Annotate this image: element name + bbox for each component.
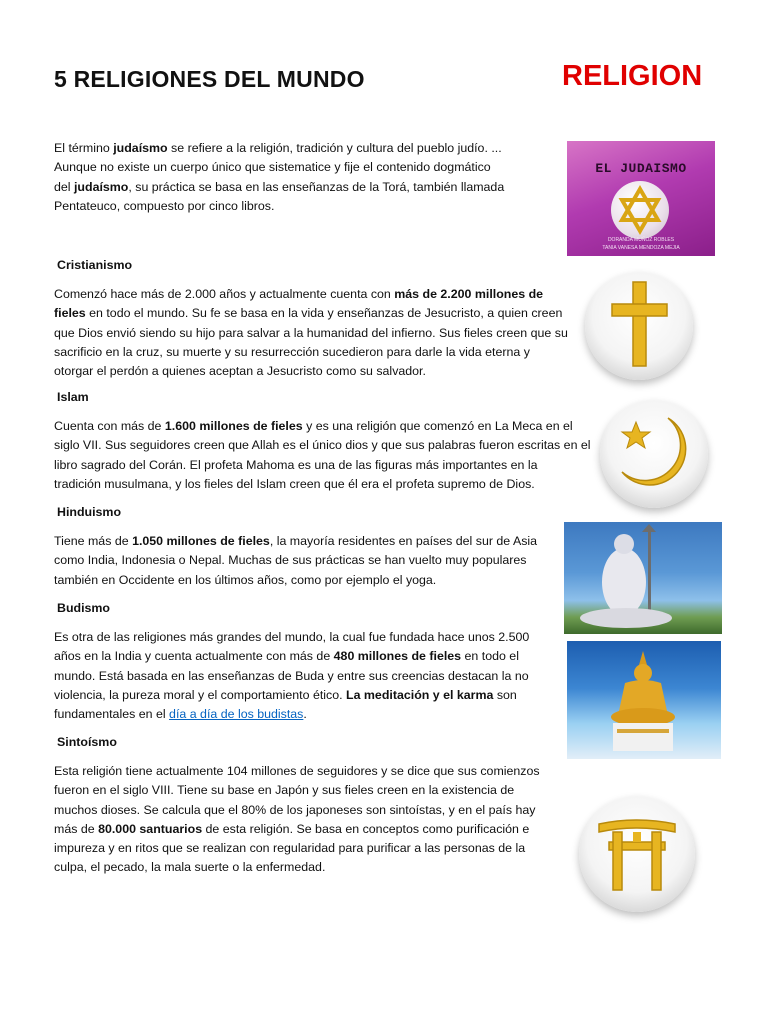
judaismo-image-caption-1: DORANDA MUÑOZ ROBLES [607,237,675,243]
shiva-statue-image [564,522,722,634]
cristianismo-heading: Cristianismo [57,258,133,272]
text-line: Es otra de las religiones más grandes del mundo, la cual fue fundada hace unos 2.500 [54,630,530,644]
judaismo-image-heading: EL JUDAISMO [595,161,687,176]
star-of-david-icon [611,181,669,239]
text-line: Aunque no existe un cuerpo único que sistematice y fije el contenido dogmático [54,160,491,175]
torii-gate-icon [579,796,695,912]
text-line: impureza y en ritos que se realizan con regularidad para purificar a las personas de la [54,841,526,856]
text-line: Tiene más de 1.050 millones de fieles, la mayoría residentes en países del sur de Asia [54,534,538,548]
buddha-statue-image [567,641,721,759]
text-line: El término judaísmo se refiere a la religión, tradición y cultura del pueblo judío. ... [54,141,502,155]
text-line: violencia, la pureza moral y el comportamiento ético. La meditación y el karma son [54,687,517,702]
text-line: Esta religión tiene actualmente 104 millones de seguidores y se dice que sus comienzos [54,764,540,778]
text-line: libro sagrado del Corán. El profeta Mahoma es una de las figuras más importantes en la [54,457,538,472]
page-title: 5 RELIGIONES DEL MUNDO [54,66,365,92]
judaismo-cover-image [567,141,715,256]
text-line: años en la India y cuenta actualmente con más de 480 millones de fieles en todo el [54,649,519,664]
islam-paragraph [54,417,591,494]
budismo-paragraph [54,628,529,724]
text-line: también en Occidente en los últimos años, como por ejemplo el yoga. [54,572,437,587]
text-line: Cuenta con más de 1.600 millones de fieles y es una religión que comenzó en La Meca en el [54,419,573,433]
text-line: tradición musulmana, y los fieles del Islam creen que él era el profeta supremo de Dios. [54,476,535,491]
text-line: mundo. Está basada en las enseñanzas de Buda y entre sus creencias destacan la no [54,668,529,683]
cristianismo-paragraph [54,285,568,381]
christian-cross-icon [585,272,693,380]
budismo-link[interactable]: día a día de los budistas [169,707,304,722]
hinduismo-heading: Hinduismo [57,505,122,519]
text-line: Comenzó hace más de 2.000 años y actualmente cuenta con más de 2.200 millones de [54,287,544,301]
crescent-star-icon [600,400,708,508]
text-line: siglo VII. Sus seguidores creen que Allah es el único dios y que sus palabras fueron escritas en el [54,438,591,453]
text-line: que Dios envió siendo su hijo para salvar a la humanidad del infierno. Sus fieles creen que su [54,325,568,340]
brand-heading: RELIGION [562,60,703,92]
text-line: del judaísmo, su práctica se basa en las enseñanzas de la Torá, también llamada [54,179,505,194]
judaismo-paragraph [54,139,504,216]
text-line: culpa, el pecado, la mala suerte o la enfermedad. [54,860,326,875]
text-line: más de 80.000 santuarios de esta religión. Se basa en conceptos como purificación e [54,821,530,836]
text-line: Pentateuco, compuesto por cinco libros. [54,198,275,213]
text-line: muchos dioses. Se calcula que el 80% de los japoneses son sintoístas, y en el país hay [54,802,536,817]
budismo-last-line: fundamentales en el día a día de los budistas. [54,707,307,722]
sintoismo-paragraph [54,762,540,878]
hinduismo-paragraph [54,532,537,590]
text-line: otorgar el perdón a quienes aceptan a Jesucristo como su salvador. [54,364,426,379]
islam-heading: Islam [57,390,89,404]
text-line: fieles en todo el mundo. Su fe se basa en la vida y enseñanzas de Jesucristo, a quien creen [54,306,563,321]
text-line: fueron en el siglo VIII. Tiene su base en Japón y sus fieles creen en la existencia de [54,783,515,798]
text-line: como India, Indonesia o Nepal. Muchas de sus prácticas se han vuelto muy populares [54,553,527,568]
budismo-heading: Budismo [57,601,111,615]
sintoismo-heading: Sintoísmo [57,735,117,749]
judaismo-image-caption-2: TANIA VANESA MENDOZA MEJIA [602,245,680,251]
text-line: sacrificio en la cruz, su muerte y su resurrección sucedieron para darle la vida eterna y [54,344,530,359]
